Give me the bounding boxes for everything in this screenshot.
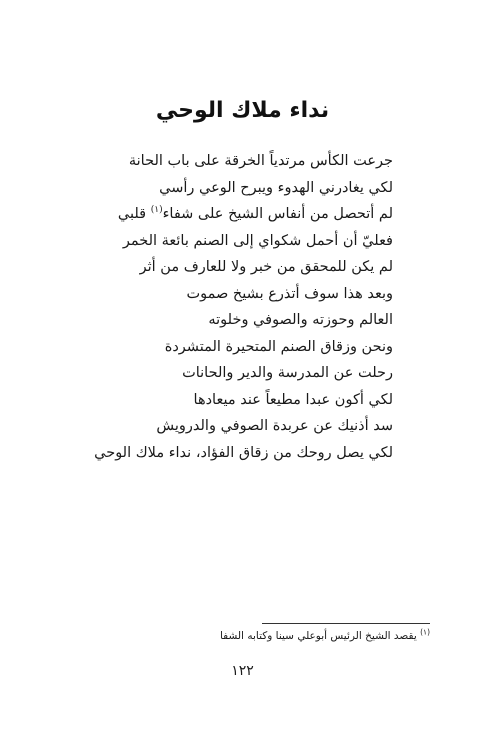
poem-line-text: لكي أكون عبدا مطيعاً عند ميعادها bbox=[193, 391, 393, 408]
poem-line bbox=[63, 307, 393, 334]
footnote-divider bbox=[262, 623, 430, 624]
poem-line-text: لم يكن للمحقق من خبر ولا للعارف من أثر bbox=[139, 259, 393, 275]
poem-line bbox=[63, 228, 393, 255]
poem-line-text: وبعد هذا سوف أتذرع بشيخ صموت bbox=[186, 285, 393, 302]
poem-line bbox=[63, 254, 393, 281]
poem-line-text: فعليّ أن أحمل شكواي إلى الصنم بائعة الخمر bbox=[122, 232, 393, 249]
poem-line bbox=[63, 175, 393, 202]
poem-body bbox=[63, 148, 393, 466]
poem-line bbox=[63, 440, 393, 467]
poem-line-text-continued: قلبي bbox=[117, 206, 151, 222]
footnote-mark: (١) bbox=[420, 627, 430, 637]
poem-line bbox=[63, 387, 393, 414]
page-number: ١٢٢ bbox=[231, 663, 254, 679]
poem-line bbox=[63, 201, 393, 228]
poem-line-text: ونحن وزقاق الصنم المتحيرة المتشردة bbox=[164, 338, 393, 355]
footnote-reference: (١) bbox=[150, 205, 163, 216]
poem-line bbox=[63, 148, 393, 175]
poem-line bbox=[63, 413, 393, 440]
poem-title: نداء ملاك الوحي bbox=[155, 98, 330, 123]
poem-line-text: العالم وحوزته والصوفي وخلوته bbox=[208, 312, 393, 328]
poem-line bbox=[63, 334, 393, 361]
poem-line-text: رحلت عن المدرسة والدير والحانات bbox=[182, 365, 393, 381]
footnote-text: يقصد الشيخ الرئيس أبوعلي سينا وكتابه الشفا bbox=[219, 630, 421, 642]
poem-line-text: سد أذنيك عن عربدة الصوفي والدرويش bbox=[156, 418, 393, 434]
poem-line-text: لكي يغادرني الهدوء ويبرح الوعي رأسي bbox=[159, 179, 393, 196]
poem-line-text: لكي يصل روحك من زقاق الفؤاد، نداء ملاك الوحي bbox=[94, 444, 393, 461]
poem-line bbox=[63, 281, 393, 308]
footnote bbox=[220, 628, 430, 644]
poem-line-text: جرعت الكأس مرتدياً الخرقة على باب الحانة bbox=[128, 153, 393, 169]
poem-line bbox=[63, 360, 393, 387]
poem-line-text: لم أتحصل من أنفاس الشيخ على شفاء bbox=[162, 206, 393, 222]
